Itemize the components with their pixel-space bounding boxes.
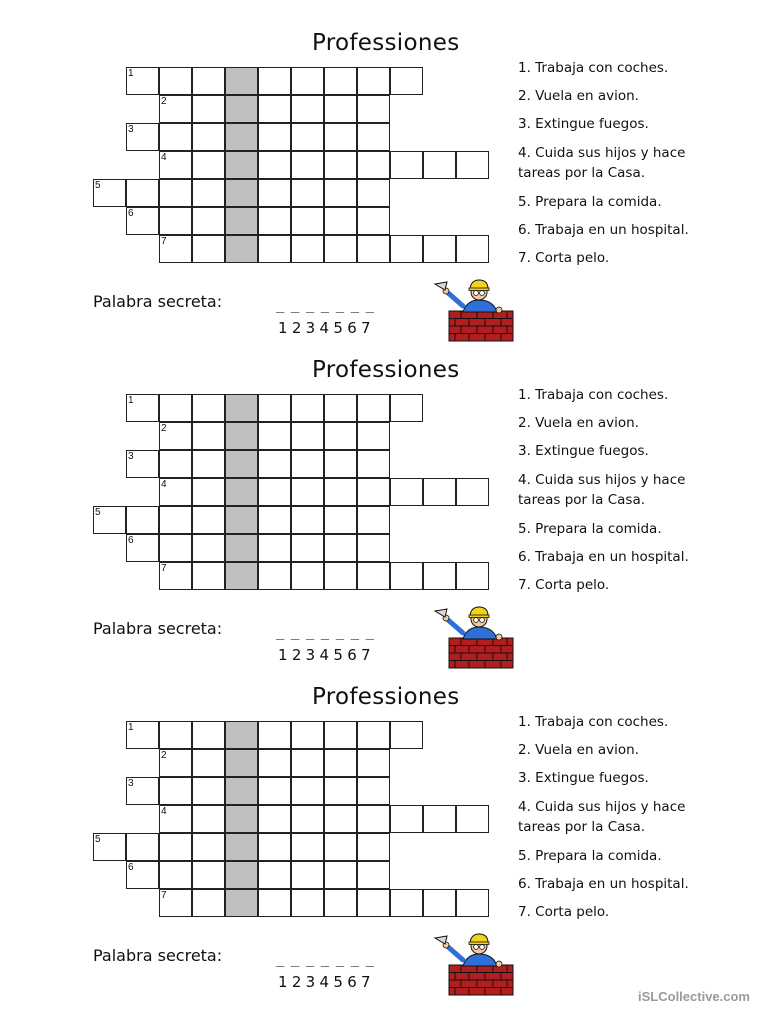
crossword-cell <box>159 179 192 207</box>
secret-word-cell <box>225 95 258 123</box>
crossword-cell <box>126 777 159 805</box>
crossword-cell <box>324 562 357 590</box>
row-number: 4 <box>161 806 167 817</box>
clue-1: 1. Trabaja con coches. <box>518 387 669 403</box>
crossword-cell <box>357 805 390 833</box>
crossword-cell <box>192 151 225 179</box>
crossword-cell <box>456 562 489 590</box>
secret-word-cell <box>225 123 258 151</box>
crossword-cell <box>192 506 225 534</box>
row-number: 7 <box>161 890 167 901</box>
crossword-cell <box>126 450 159 478</box>
crossword-cell <box>291 394 324 422</box>
worker-figure <box>435 280 502 313</box>
crossword-cell <box>258 123 291 151</box>
secret-word-cell <box>225 450 258 478</box>
crossword-cell <box>357 207 390 235</box>
crossword-cell <box>291 721 324 749</box>
crossword-cell <box>258 422 291 450</box>
crossword-cell <box>159 151 192 179</box>
crossword-cell <box>258 67 291 95</box>
crossword-cell <box>192 95 225 123</box>
crossword-cell <box>357 123 390 151</box>
crossword-cell <box>390 478 423 506</box>
crossword-cell <box>258 534 291 562</box>
crossword-cell <box>324 721 357 749</box>
worksheet-title: Professiones <box>312 30 460 56</box>
secret-word-label: Palabra secreta: <box>93 292 223 311</box>
crossword-cell <box>159 478 192 506</box>
clue-3: 3. Extingue fuegos. <box>518 116 649 132</box>
clue-7: 7. Corta pelo. <box>518 577 610 593</box>
clue-6: 6. Trabaja en un hospital. <box>518 876 689 892</box>
row-number: 7 <box>161 563 167 574</box>
crossword-cell <box>456 478 489 506</box>
crossword-cell <box>390 562 423 590</box>
clue-2: 2. Vuela en avion. <box>518 88 639 104</box>
crossword-cell <box>258 478 291 506</box>
crossword-cell <box>126 506 159 534</box>
crossword-cell <box>159 833 192 861</box>
crossword-cell <box>291 235 324 263</box>
crossword-cell <box>126 207 159 235</box>
crossword-cell <box>291 833 324 861</box>
crossword-cell <box>357 749 390 777</box>
crossword-cell <box>159 207 192 235</box>
crossword-cell <box>291 861 324 889</box>
crossword-cell <box>357 450 390 478</box>
bricklayer-illustration <box>433 932 515 996</box>
crossword-cell <box>192 861 225 889</box>
crossword-cell <box>258 394 291 422</box>
crossword-cell <box>192 207 225 235</box>
clue-4-continued: tareas por la Casa. <box>518 165 646 181</box>
crossword-cell <box>192 478 225 506</box>
crossword-cell <box>390 721 423 749</box>
crossword-cell <box>126 67 159 95</box>
secret-word-blanks: _______ <box>276 297 381 313</box>
clue-5: 5. Prepara la comida. <box>518 194 662 210</box>
crossword-cell <box>192 805 225 833</box>
secret-word-cell <box>225 207 258 235</box>
crossword-cell <box>192 394 225 422</box>
crossword-cell <box>324 777 357 805</box>
crossword-cell <box>324 889 357 917</box>
crossword-cell <box>192 450 225 478</box>
crossword-cell <box>258 833 291 861</box>
secret-word-blanks: _______ <box>276 624 381 640</box>
crossword-cell <box>258 506 291 534</box>
crossword-cell <box>258 95 291 123</box>
crossword-cell <box>456 151 489 179</box>
crossword-cell <box>324 534 357 562</box>
clue-4-continued: tareas por la Casa. <box>518 819 646 835</box>
row-number: 2 <box>161 96 167 107</box>
crossword-cell <box>423 478 456 506</box>
crossword-cell <box>357 179 390 207</box>
worksheet-2 <box>0 335 768 665</box>
crossword-cell <box>192 749 225 777</box>
crossword-cell <box>258 861 291 889</box>
crossword-cell <box>291 777 324 805</box>
crossword-cell <box>291 478 324 506</box>
crossword-cell <box>291 749 324 777</box>
crossword-cell <box>357 777 390 805</box>
worksheet-title: Professiones <box>312 357 460 383</box>
row-number: 1 <box>128 395 134 406</box>
crossword-cell <box>390 151 423 179</box>
crossword-cell <box>390 394 423 422</box>
crossword-cell <box>159 721 192 749</box>
crossword-cell <box>192 123 225 151</box>
secret-word-digits: 1234567 <box>278 319 375 337</box>
clue-4: 4. Cuida sus hijos y hace <box>518 472 686 488</box>
row-number: 6 <box>128 535 134 546</box>
crossword-cell <box>159 67 192 95</box>
row-number: 2 <box>161 750 167 761</box>
row-number: 4 <box>161 479 167 490</box>
crossword-cell <box>159 805 192 833</box>
secret-word-digits: 1234567 <box>278 646 375 664</box>
row-number: 2 <box>161 423 167 434</box>
row-number: 5 <box>95 834 101 845</box>
row-number: 1 <box>128 722 134 733</box>
crossword-cell <box>324 179 357 207</box>
crossword-cell <box>258 179 291 207</box>
clue-5: 5. Prepara la comida. <box>518 521 662 537</box>
secret-word-cell <box>225 861 258 889</box>
row-number: 1 <box>128 68 134 79</box>
crossword-cell <box>159 235 192 263</box>
crossword-cell <box>324 394 357 422</box>
crossword-cell <box>258 777 291 805</box>
row-number: 5 <box>95 180 101 191</box>
clue-2: 2. Vuela en avion. <box>518 742 639 758</box>
crossword-cell <box>357 478 390 506</box>
crossword-cell <box>258 805 291 833</box>
crossword-cell <box>93 833 126 861</box>
crossword-cell <box>291 805 324 833</box>
crossword-cell <box>423 805 456 833</box>
crossword-cell <box>324 833 357 861</box>
row-number: 3 <box>128 124 134 135</box>
secret-word-cell <box>225 394 258 422</box>
secret-word-cell <box>225 422 258 450</box>
crossword-cell <box>324 450 357 478</box>
crossword-cell <box>357 151 390 179</box>
secret-word-cell <box>225 179 258 207</box>
crossword-cell <box>456 805 489 833</box>
clue-4: 4. Cuida sus hijos y hace <box>518 799 686 815</box>
secret-word-cell <box>225 749 258 777</box>
clue-3: 3. Extingue fuegos. <box>518 770 649 786</box>
crossword-cell <box>291 889 324 917</box>
crossword-cell <box>291 123 324 151</box>
worksheet-title: Professiones <box>312 684 460 710</box>
crossword-cell <box>159 123 192 151</box>
clue-7: 7. Corta pelo. <box>518 904 610 920</box>
clue-6: 6. Trabaja en un hospital. <box>518 222 689 238</box>
crossword-cell <box>390 67 423 95</box>
crossword-cell <box>93 506 126 534</box>
clue-4: 4. Cuida sus hijos y hace <box>518 145 686 161</box>
crossword-cell <box>324 235 357 263</box>
crossword-cell <box>357 235 390 263</box>
crossword-cell <box>126 721 159 749</box>
crossword-cell <box>357 861 390 889</box>
crossword-cell <box>291 506 324 534</box>
secret-word-digits: 1234567 <box>278 973 375 991</box>
row-number: 3 <box>128 778 134 789</box>
crossword-cell <box>357 833 390 861</box>
secret-word-cell <box>225 235 258 263</box>
secret-word-cell <box>225 478 258 506</box>
worker-figure <box>435 934 502 967</box>
crossword-cell <box>357 534 390 562</box>
row-number: 3 <box>128 451 134 462</box>
crossword-cell <box>258 889 291 917</box>
crossword-cell <box>423 889 456 917</box>
crossword-cell <box>423 235 456 263</box>
secret-word-cell <box>225 506 258 534</box>
crossword-cell <box>357 67 390 95</box>
crossword-cell <box>390 805 423 833</box>
crossword-cell <box>324 861 357 889</box>
crossword-cell <box>192 721 225 749</box>
secret-word-blanks: _______ <box>276 951 381 967</box>
crossword-cell <box>456 889 489 917</box>
crossword-cell <box>159 777 192 805</box>
crossword-cell <box>291 151 324 179</box>
secret-word-cell <box>225 889 258 917</box>
crossword-cell <box>258 235 291 263</box>
worksheet-3 <box>0 662 768 992</box>
crossword-cell <box>159 889 192 917</box>
crossword-cell <box>192 235 225 263</box>
clue-3: 3. Extingue fuegos. <box>518 443 649 459</box>
crossword-cell <box>192 534 225 562</box>
bricklayer-illustration <box>433 278 515 342</box>
row-number: 4 <box>161 152 167 163</box>
crossword-cell <box>357 95 390 123</box>
crossword-cell <box>258 450 291 478</box>
crossword-cell <box>159 562 192 590</box>
crossword-cell <box>258 721 291 749</box>
clue-4-continued: tareas por la Casa. <box>518 492 646 508</box>
brick-wall <box>449 965 513 995</box>
clue-7: 7. Corta pelo. <box>518 250 610 266</box>
clue-1: 1. Trabaja con coches. <box>518 60 669 76</box>
worksheet-1 <box>0 8 768 338</box>
secret-word-label: Palabra secreta: <box>93 946 223 965</box>
crossword-cell <box>357 562 390 590</box>
crossword-cell <box>324 506 357 534</box>
crossword-cell <box>126 861 159 889</box>
crossword-cell <box>159 506 192 534</box>
crossword-cell <box>192 777 225 805</box>
crossword-cell <box>324 805 357 833</box>
crossword-cell <box>324 478 357 506</box>
row-number: 7 <box>161 236 167 247</box>
crossword-cell <box>291 67 324 95</box>
secret-word-cell <box>225 534 258 562</box>
crossword-cell <box>357 721 390 749</box>
worker-figure <box>435 607 502 640</box>
crossword-cell <box>423 562 456 590</box>
crossword-cell <box>357 422 390 450</box>
crossword-cell <box>357 506 390 534</box>
secret-word-cell <box>225 805 258 833</box>
crossword-cell <box>159 394 192 422</box>
secret-word-cell <box>225 67 258 95</box>
crossword-cell <box>357 394 390 422</box>
crossword-cell <box>291 95 324 123</box>
crossword-cell <box>159 749 192 777</box>
crossword-cell <box>159 422 192 450</box>
crossword-cell <box>258 562 291 590</box>
crossword-cell <box>159 95 192 123</box>
row-number: 5 <box>95 507 101 518</box>
clue-5: 5. Prepara la comida. <box>518 848 662 864</box>
crossword-cell <box>159 861 192 889</box>
crossword-cell <box>390 235 423 263</box>
row-number: 6 <box>128 208 134 219</box>
crossword-cell <box>291 534 324 562</box>
crossword-cell <box>324 67 357 95</box>
crossword-cell <box>93 179 126 207</box>
secret-word-cell <box>225 777 258 805</box>
secret-word-label: Palabra secreta: <box>93 619 223 638</box>
crossword-cell <box>291 179 324 207</box>
crossword-cell <box>192 562 225 590</box>
secret-word-cell <box>225 562 258 590</box>
crossword-cell <box>291 207 324 235</box>
clue-6: 6. Trabaja en un hospital. <box>518 549 689 565</box>
crossword-cell <box>456 235 489 263</box>
crossword-cell <box>291 422 324 450</box>
crossword-cell <box>357 889 390 917</box>
crossword-cell <box>423 151 456 179</box>
row-number: 6 <box>128 862 134 873</box>
crossword-cell <box>291 562 324 590</box>
crossword-cell <box>324 95 357 123</box>
crossword-cell <box>390 889 423 917</box>
crossword-cell <box>291 450 324 478</box>
crossword-cell <box>126 123 159 151</box>
crossword-cell <box>324 207 357 235</box>
crossword-cell <box>192 179 225 207</box>
crossword-cell <box>258 207 291 235</box>
crossword-cell <box>126 394 159 422</box>
crossword-cell <box>192 833 225 861</box>
clue-1: 1. Trabaja con coches. <box>518 714 669 730</box>
bricklayer-illustration <box>433 605 515 669</box>
watermark: iSLCollective.com <box>638 989 750 1004</box>
crossword-cell <box>324 151 357 179</box>
crossword-cell <box>192 67 225 95</box>
crossword-cell <box>159 534 192 562</box>
crossword-cell <box>192 422 225 450</box>
crossword-cell <box>126 833 159 861</box>
crossword-cell <box>324 422 357 450</box>
clue-2: 2. Vuela en avion. <box>518 415 639 431</box>
crossword-cell <box>159 450 192 478</box>
crossword-cell <box>324 749 357 777</box>
crossword-cell <box>258 151 291 179</box>
secret-word-cell <box>225 833 258 861</box>
secret-word-cell <box>225 721 258 749</box>
crossword-cell <box>192 889 225 917</box>
crossword-cell <box>126 179 159 207</box>
crossword-cell <box>126 534 159 562</box>
secret-word-cell <box>225 151 258 179</box>
crossword-cell <box>258 749 291 777</box>
crossword-cell <box>324 123 357 151</box>
